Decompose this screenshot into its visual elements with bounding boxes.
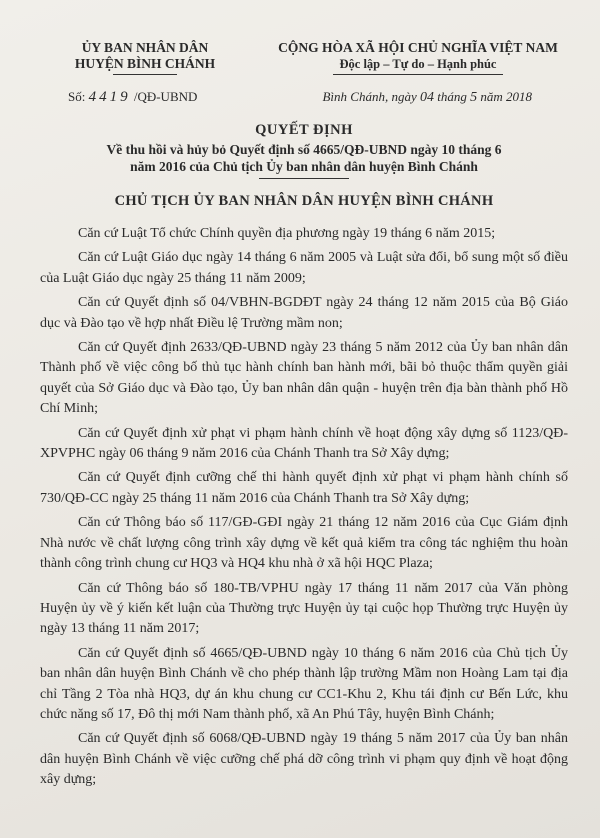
issuing-authority: CHỦ TỊCH ỦY BAN NHÂN DÂN HUYỆN BÌNH CHÁNH xyxy=(114,193,494,209)
paragraph: Căn cứ Thông báo số 180-TB/VPHU ngày 17 tháng 11 năm 2017 của Văn phòng Huyện ủy về ý kiến kết luận của Thường trực Huyện ủy tại cuộc họp Thường trực Huyện ủy ngày 13 tháng 11 năm 2017; xyxy=(40,580,568,637)
number-handwritten: 4419 xyxy=(88,89,131,105)
subtitle-underline xyxy=(259,178,349,179)
month-label: tháng xyxy=(437,89,467,104)
paragraph: Căn cứ Thông báo số 117/GĐ-GĐI ngày 21 tháng 12 năm 2016 của Cục Giám định Nhà nước về chất lượng công trình xây dựng về kết quả kiểm tra công tác nghiệm thu hoàn thành công trình chung cư HQ3 và HQ4 khu nhà ở xã hội HQC Plaza; xyxy=(40,515,568,572)
paragraph: Căn cứ Luật Giáo dục ngày 14 tháng 6 năm 2005 và Luật sửa đổi, bổ sung một số điều của Luật Giáo dục ngày 25 tháng 11 năm 2009; xyxy=(40,250,568,286)
issuing-agency xyxy=(40,40,250,75)
nation-name: CỘNG HÒA XÃ HỘI CHỦ NGHĨA VIỆT NAM xyxy=(278,40,558,55)
paragraph: Căn cứ Quyết định cưỡng chế thi hành quyết định xử phạt vi phạm hành chính số 730/QĐ-CC ngày 25 tháng 11 năm 2016 của Chánh Thanh tra Sở Xây dựng; xyxy=(40,470,568,506)
document-meta xyxy=(40,89,568,106)
document-number xyxy=(68,89,197,106)
national-title xyxy=(268,40,568,75)
date-month: 5 xyxy=(470,90,478,105)
paragraph: Căn cứ Quyết định 2633/QĐ-UBND ngày 23 tháng 5 năm 2012 của Ủy ban nhân dân Thành phố về việc công bố thủ tục hành chính ban hành mới, bãi bỏ thuộc thẩm quyền giải quyết của Sở Giáo dục và Đào tạo, Ủy ban nhân dân quận - huyện trên địa bàn thành phố Hồ Chí Minh; xyxy=(40,340,568,417)
paragraph: Căn cứ Quyết định số 04/VBHN-BGDĐT ngày 24 tháng 12 năm 2015 của Bộ Giáo dục và Đào tạo về hợp nhất Điều lệ Trường mầm non; xyxy=(40,295,568,331)
motto-underline xyxy=(333,74,503,75)
document-header xyxy=(40,40,568,75)
agency-underline xyxy=(113,74,177,75)
national-motto: Độc lập – Tự do – Hạnh phúc xyxy=(339,57,497,71)
paragraph: Căn cứ Quyết định số 4665/QĐ-UBND ngày 10 tháng 6 năm 2016 của Chủ tịch Ủy ban nhân dân huyện Bình Chánh về cho phép thành lập trường Mầm non Hoàng Lam tại địa chỉ Tầng 2 Tòa nhà HQ3, dự án khu chung cư CC1-Khu 2, Khu tái định cư Bến Lức, khu chức năng số 17, Đô thị mới Nam thành phố, xã An Phú Tây, huyện Bình Chánh; xyxy=(40,645,568,722)
subtitle-line-2: năm 2016 của Chủ tịch Ủy ban nhân dân huyện Bình Chánh xyxy=(130,159,478,174)
place-date xyxy=(322,89,532,106)
agency-line-1: ỦY BAN NHÂN DÂN xyxy=(81,40,209,55)
document-title: QUYẾT ĐỊNH xyxy=(255,122,353,138)
place-date-prefix: Bình Chánh, ngày xyxy=(322,89,417,104)
number-label: Số: xyxy=(68,89,86,104)
year-label: năm 2018 xyxy=(480,89,532,104)
agency-line-2: HUYỆN BÌNH CHÁNH xyxy=(74,56,216,71)
paragraph: Căn cứ Quyết định xử phạt vi phạm hành chính về hoạt động xây dựng số 1123/QĐ-XPVPHC ngày 06 tháng 9 năm 2016 của Chánh Thanh tra Sở Xây dựng; xyxy=(40,425,568,462)
document-body xyxy=(40,224,568,791)
number-suffix: /QĐ-UBND xyxy=(133,89,198,104)
subtitle-line-1: Về thu hồi và hủy bỏ Quyết định số 4665/QĐ-UBND ngày 10 tháng 6 xyxy=(106,142,502,157)
paragraph: Căn cứ Quyết định số 6068/QĐ-UBND ngày 19 tháng 5 năm 2017 của Ủy ban nhân dân huyện Bình Chánh về việc cưỡng chế phá dỡ công trình vi phạm quy định về hoạt động xây dựng; xyxy=(40,731,568,788)
document-subtitle xyxy=(40,141,568,175)
paragraph: Căn cứ Luật Tổ chức Chính quyền địa phương ngày 19 tháng 6 năm 2015; xyxy=(78,226,496,241)
date-day: 04 xyxy=(419,90,434,105)
